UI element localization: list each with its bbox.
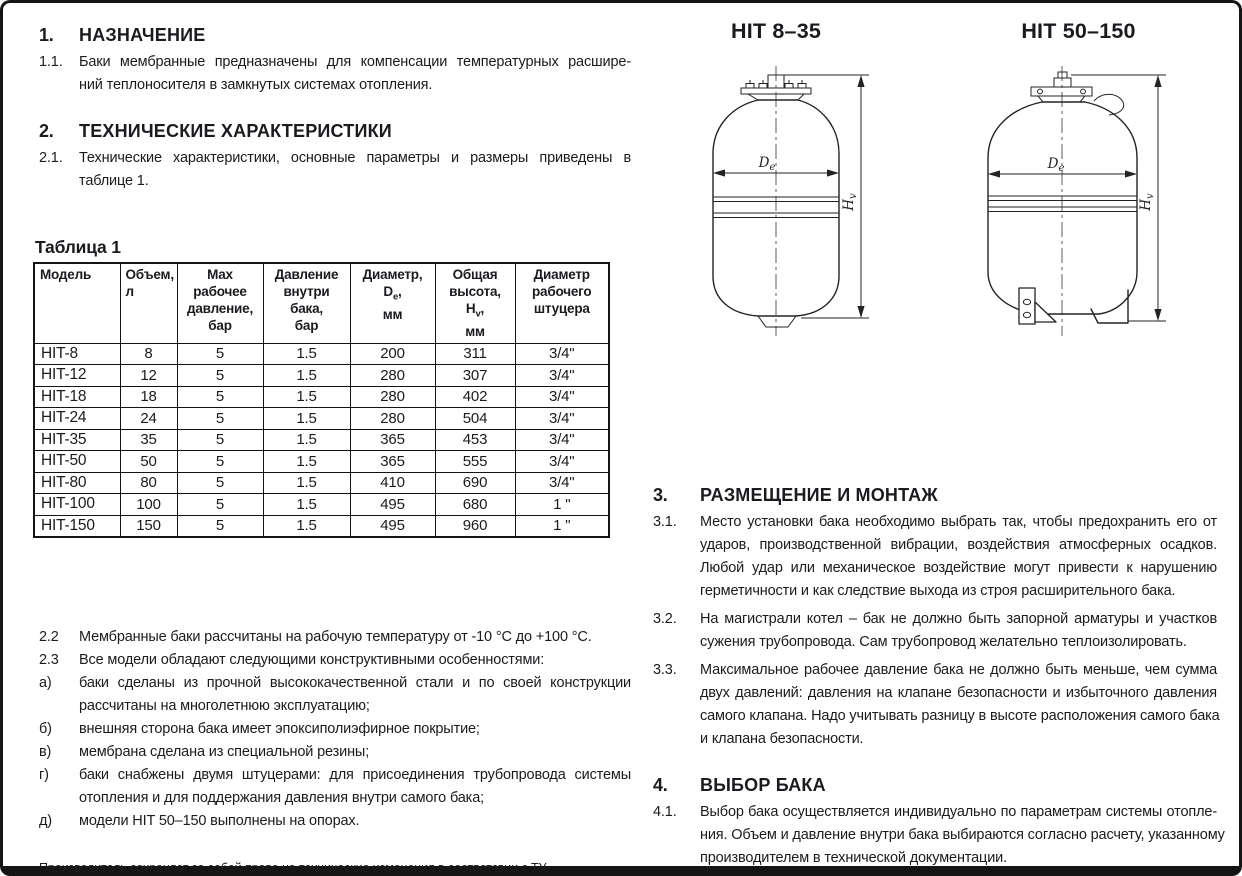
spec-table-block	[33, 237, 631, 538]
table-cell: 307	[435, 365, 515, 387]
feature-item	[39, 672, 631, 718]
table-row	[34, 451, 609, 473]
table-cell: HIT-80	[34, 472, 120, 494]
table-cell: 690	[435, 472, 515, 494]
diagrams-area	[653, 19, 1217, 485]
header-cell: Модель	[34, 263, 120, 343]
svg-text:Hv: $H_v$	[1138, 193, 1156, 211]
item-number: б)	[39, 721, 52, 738]
paragraph-number: 2.1.	[39, 150, 63, 166]
text-line: Место установки бака необходимо выбрать так, чтобы предохранить его от	[700, 514, 1217, 530]
table-cell: HIT-50	[34, 451, 120, 473]
section-4-heading	[653, 775, 1217, 796]
text-line: мембрана сделана из специальной резины;	[79, 744, 370, 761]
table-cell: HIT-8	[34, 343, 120, 365]
text-line: рассчитаны на многолетнюю эксплуатацию;	[79, 698, 370, 715]
diagram-title: HIT 8–35	[730, 19, 822, 43]
text-line: баки сделаны из прочной высококачественной стали и по своей конструкции	[79, 675, 631, 692]
text-line: Баки мембранные предназначены для компенсации температурных расшире-	[79, 54, 631, 70]
svg-text:De: $D_e$	[1047, 156, 1065, 174]
table-cell: 1.5	[263, 365, 350, 387]
tank-drawing-hit-8-35	[661, 50, 961, 350]
text-line: ний теплоносителя в замкнутых системах отопления.	[79, 77, 433, 93]
svg-text:De: $D_e$	[758, 155, 776, 173]
section-title: НАЗНАЧЕНИЕ	[79, 25, 206, 45]
table-cell: 18	[120, 386, 177, 408]
paragraph-text	[79, 147, 631, 193]
spec-table	[33, 262, 610, 538]
left-column	[35, 25, 631, 876]
table-row	[34, 343, 609, 365]
paragraph-text	[700, 511, 1217, 603]
section-title: РАЗМЕЩЕНИЕ И МОНТАЖ	[700, 485, 938, 505]
paragraph-text	[700, 659, 1220, 751]
table-cell: 1 "	[515, 494, 609, 516]
table-row	[34, 429, 609, 451]
table-cell: 3/4"	[515, 408, 609, 430]
diagram-hit-50-150	[961, 19, 1242, 350]
paragraph-number: 1.1.	[39, 54, 63, 70]
features-list	[39, 626, 631, 833]
text-line: Технические характеристики, основные параметры и размеры приведены в	[79, 150, 631, 166]
text-line: Мембранные баки рассчитаны на рабочую температуру от -10 °С до +100 °С.	[79, 629, 592, 646]
stub-cap	[1058, 72, 1067, 78]
flange-plate	[1031, 87, 1092, 96]
text-line: самого клапана. Надо учитывать разницу в высоте расположения самого бака	[700, 708, 1220, 724]
text-line: отопления и для поддержания давления внутри самого бака;	[79, 790, 484, 807]
section-3-heading	[653, 485, 1217, 506]
paragraph-3-2	[653, 608, 1217, 654]
section-number: 3.	[653, 485, 668, 505]
section-number: 4.	[653, 775, 668, 795]
bottom-fitting	[758, 316, 796, 327]
table-cell: 80	[120, 472, 177, 494]
text-line: таблице 1.	[79, 173, 149, 189]
connection-stub	[1054, 78, 1071, 87]
header-cell: Диаметр, $D_e$, мм	[350, 263, 435, 343]
feature-item	[39, 649, 631, 672]
table-cell: 960	[435, 515, 515, 537]
table-cell: 1.5	[263, 494, 350, 516]
table-row	[34, 408, 609, 430]
text-line: ударов, производственной вибрации, воздействия атмосферных осадков.	[700, 537, 1217, 553]
text-line: Выбор бака осуществляется индивидуально по параметрам системы отопле-	[700, 804, 1217, 820]
item-number: 2.2	[39, 629, 59, 646]
item-text	[79, 764, 631, 810]
header-cell: Диаметр рабочего штуцера	[515, 263, 609, 343]
flange-skirt	[1038, 96, 1085, 102]
item-number: д)	[39, 813, 52, 830]
table-cell: 12	[120, 365, 177, 387]
paragraph-2-1	[39, 147, 631, 193]
item-text	[79, 672, 631, 718]
section-2-heading	[39, 121, 631, 142]
table-cell: 410	[350, 472, 435, 494]
right-column	[653, 19, 1225, 870]
section-title: ВЫБОР БАКА	[700, 775, 826, 795]
table-cell: 680	[435, 494, 515, 516]
text-line: Любой удар или механическое воздействие могут привести к нарушению	[700, 560, 1217, 576]
table-cell: 5	[177, 472, 263, 494]
item-text	[79, 718, 631, 741]
table-cell: 5	[177, 343, 263, 365]
table-cell: 8	[120, 343, 177, 365]
table-cell: HIT-24	[34, 408, 120, 430]
header-cell: Давление внутри бака, бар	[263, 263, 350, 343]
table-cell: 5	[177, 515, 263, 537]
paragraph-1-1	[39, 51, 631, 97]
table-cell: 1.5	[263, 429, 350, 451]
table-cell: HIT-150	[34, 515, 120, 537]
header-row	[34, 263, 609, 343]
weld-band	[988, 196, 1137, 212]
section-number: 2.	[39, 121, 54, 141]
text-line: внешняя сторона бака имеет эпоксиполиэфирное покрытие;	[79, 721, 480, 738]
manufacturer-note: Производитель сохраняет за собой право на технические изменения в соответсвии с ТУ.	[39, 861, 549, 876]
table-cell: 504	[435, 408, 515, 430]
table-cell: 495	[350, 515, 435, 537]
paragraph-text	[700, 608, 1217, 654]
table-cell: HIT-18	[34, 386, 120, 408]
spec-table-head	[34, 263, 609, 343]
text-line: ния. Объем и давление внутри бака выбираются согласно расчету, указанному	[700, 827, 1225, 843]
table-cell: 1.5	[263, 451, 350, 473]
table-row	[34, 386, 609, 408]
paragraph-3-3	[653, 659, 1220, 751]
text-line: модели HIT 50–150 выполнены на опорах.	[79, 813, 360, 830]
header-cell: Max рабочее давление, бар	[177, 263, 263, 343]
header-cell: Общая высота, $H_v$, мм	[435, 263, 515, 343]
table-cell: 3/4"	[515, 365, 609, 387]
table-cell: 1.5	[263, 343, 350, 365]
table-cell: 365	[350, 451, 435, 473]
section-title: ТЕХНИЧЕСКИЕ ХАРАКТЕРИСТИКИ	[79, 121, 392, 141]
table-cell: 50	[120, 451, 177, 473]
flange-bolt	[1081, 89, 1086, 94]
text-line: сужения трубопровода. Сам трубопровод желательно теплоизолировать.	[700, 634, 1187, 650]
table-row	[34, 494, 609, 516]
table-cell: 1.5	[263, 408, 350, 430]
table-cell: 35	[120, 429, 177, 451]
table-cell: 5	[177, 494, 263, 516]
diagram-hit-8-35	[661, 19, 971, 350]
svg-text:Hv: $H_v$	[841, 193, 859, 211]
table-row	[34, 365, 609, 387]
item-number: в)	[39, 744, 52, 761]
paragraph-number: 3.1.	[653, 514, 677, 530]
header-cell: Объем, л	[120, 263, 177, 343]
table-cell: 3/4"	[515, 429, 609, 451]
paragraph-number: 3.2.	[653, 611, 677, 627]
feature-item	[39, 718, 631, 741]
table-cell: 1.5	[263, 472, 350, 494]
table-cell: 311	[435, 343, 515, 365]
table-cell: HIT-12	[34, 365, 120, 387]
feature-item	[39, 764, 631, 810]
table-cell: 5	[177, 365, 263, 387]
table-cell: 100	[120, 494, 177, 516]
feature-item	[39, 810, 631, 833]
table-cell: 402	[435, 386, 515, 408]
table-cell: 3/4"	[515, 472, 609, 494]
section-1-heading	[39, 25, 631, 46]
table-cell: 280	[350, 365, 435, 387]
table-cell: 453	[435, 429, 515, 451]
table-cell: 5	[177, 451, 263, 473]
table-cell: 555	[435, 451, 515, 473]
paragraph-number: 3.3.	[653, 662, 677, 678]
feature-item	[39, 741, 631, 764]
text-line: двух давлений: давления на клапане безопасности и избыточного давления	[700, 685, 1217, 701]
item-text	[79, 626, 631, 649]
table-cell: 280	[350, 386, 435, 408]
item-text	[79, 649, 631, 672]
table-cell: 5	[177, 408, 263, 430]
feature-item	[39, 626, 631, 649]
spec-table-body	[34, 343, 609, 537]
paragraph-4-1	[653, 801, 1225, 870]
table-cell: HIT-35	[34, 429, 120, 451]
table-cell: 495	[350, 494, 435, 516]
diagram-title: HIT 50–150	[1021, 19, 1136, 43]
paragraph-3-1	[653, 511, 1217, 603]
table-cell: 1.5	[263, 386, 350, 408]
table-cell: 3/4"	[515, 343, 609, 365]
table-cell: 1.5	[263, 515, 350, 537]
paragraph-text	[700, 801, 1225, 870]
table-cell: 150	[120, 515, 177, 537]
text-line: производителем в технической документации.	[700, 850, 1007, 866]
table-cell: 200	[350, 343, 435, 365]
text-line: Все модели обладают следующими конструктивными особенностями:	[79, 652, 545, 669]
text-line: На магистрали котел – бак не должно быть запорной арматуры и участков	[700, 611, 1217, 627]
table-cell: 1 "	[515, 515, 609, 537]
table-cell: 365	[350, 429, 435, 451]
table-cell: 5	[177, 386, 263, 408]
text-line: Максимальное рабочее давление бака не должно быть меньше, чем сумма	[700, 662, 1217, 678]
item-number: г)	[39, 767, 49, 784]
item-number: 2.3	[39, 652, 59, 669]
item-text	[79, 810, 631, 833]
support-bracket	[1019, 288, 1056, 324]
support-leg	[1091, 290, 1128, 323]
table-cell: 3/4"	[515, 386, 609, 408]
shoulder-nozzle	[1094, 94, 1124, 115]
width-dimension	[988, 156, 1137, 178]
paragraph-number: 4.1.	[653, 804, 677, 820]
item-text	[79, 741, 631, 764]
table-caption: Таблица 1	[35, 237, 121, 257]
table-cell: 280	[350, 408, 435, 430]
flange-bolt	[1038, 89, 1043, 94]
table-cell: 5	[177, 429, 263, 451]
table-row	[34, 472, 609, 494]
section-number: 1.	[39, 25, 54, 45]
table-row	[34, 515, 609, 537]
text-line: и клапана безопасности.	[700, 731, 864, 747]
table-cell: 24	[120, 408, 177, 430]
paragraph-text	[79, 51, 631, 97]
text-line: баки снабжены двумя штуцерами: для присоединения трубопровода системы	[79, 767, 631, 784]
item-number: а)	[39, 675, 52, 692]
tank-drawing-hit-50-150	[961, 50, 1241, 350]
table-cell: HIT-100	[34, 494, 120, 516]
table-cell: 3/4"	[515, 451, 609, 473]
tank-outline	[988, 102, 1137, 314]
text-line: герметичности и как следствие выхода из строя расширительного бака.	[700, 583, 1176, 599]
